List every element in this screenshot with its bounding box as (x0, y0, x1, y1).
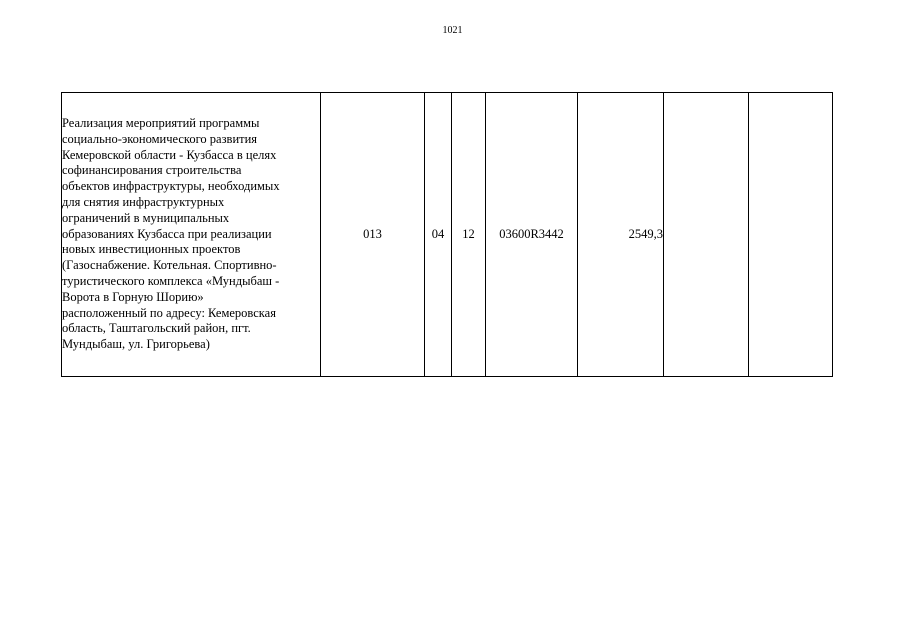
table-row (62, 93, 833, 377)
description-text: Реализация мероприятий программы социально-экономического развития Кемеровской области - Кузбасса в целях софинансирования строительства объектов инфраструктуры, необходимых для снятия инфраструктурных ограничений в муниципальных образованиях Кузбасса при реализации новых инвестиционных проектов (Газоснабжение. Котельная. Спортивно- туристического комплекса «Мундыбаш - Ворота в Горную Шорию» расположенный по адресу: Кемеровская область, Таштагольский район, пгт. Мундыбаш, ул. Григорьева) (62, 116, 280, 352)
section-cell: 04 (425, 93, 452, 377)
empty-cell-2 (749, 93, 833, 377)
empty-cell-1 (664, 93, 749, 377)
ved-cell: 013 (321, 93, 425, 377)
budget-table (61, 92, 833, 377)
page-number: 1021 (442, 25, 463, 36)
description-cell (62, 93, 321, 377)
subsection-cell: 12 (452, 93, 486, 377)
amount-cell: 2549,3 (578, 93, 664, 377)
target-article-cell: 03600R3442 (486, 93, 578, 377)
